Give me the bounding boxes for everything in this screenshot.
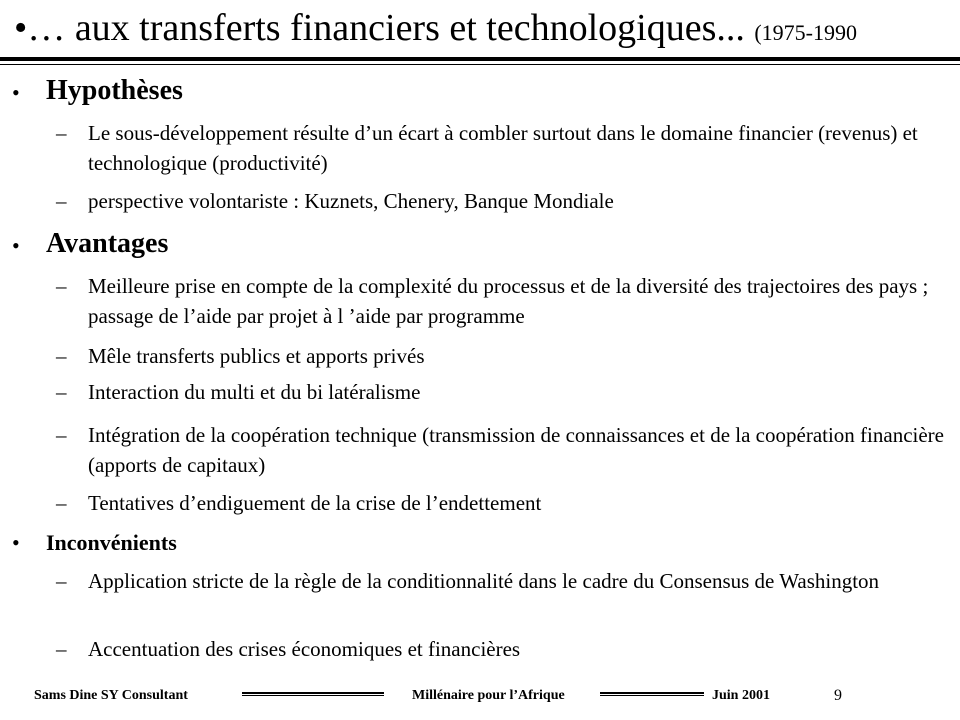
dash-icon: – bbox=[56, 344, 67, 368]
bullet-icon: • bbox=[12, 80, 20, 105]
title-text: … aux transferts financiers et technologiques... bbox=[27, 7, 745, 49]
footer-author: Sams Dine SY Consultant bbox=[34, 688, 188, 703]
dash-icon: – bbox=[56, 121, 67, 145]
list-item-text: Intégration de la coopération technique (transmission de connaissances et de la coopération financière (apports de capitaux) bbox=[88, 423, 944, 477]
bullet-icon: • bbox=[12, 530, 20, 555]
slide-footer bbox=[0, 684, 960, 708]
bullet-icon: • bbox=[12, 233, 20, 258]
footer-divider bbox=[600, 692, 704, 696]
section-heading-text: Avantages bbox=[46, 228, 169, 259]
dash-icon: – bbox=[56, 569, 67, 593]
title-divider-thick bbox=[0, 57, 960, 61]
list-item-text: Mêle transferts publics et apports privés bbox=[88, 344, 425, 368]
footer-event: Millénaire pour l’Afrique bbox=[412, 688, 565, 703]
title-bullet: • bbox=[14, 7, 28, 49]
dash-icon: – bbox=[56, 491, 67, 515]
dash-icon: – bbox=[56, 423, 67, 447]
dash-icon: – bbox=[56, 380, 67, 404]
list-item-text: Application stricte de la règle de la conditionnalité dans le cadre du Consensus de Washington bbox=[88, 569, 880, 593]
section-heading-text: Hypothèses bbox=[46, 75, 183, 106]
list-item-text: Le sous-développement résulte d’un écart à combler surtout dans le domaine financier (revenus) et technologique (productivité) bbox=[88, 121, 918, 175]
footer-date: Juin 2001 bbox=[712, 688, 770, 703]
list-item-text: perspective volontariste : Kuznets, Chenery, Banque Mondiale bbox=[88, 189, 614, 213]
title-date: (1975-1990 bbox=[754, 20, 858, 45]
dash-icon: – bbox=[56, 274, 67, 298]
list-item-text: Tentatives d’endiguement de la crise de l’endettement bbox=[88, 491, 542, 515]
footer-divider bbox=[242, 692, 384, 696]
dash-icon: – bbox=[56, 189, 67, 213]
section-heading-text: Inconvénients bbox=[46, 530, 177, 555]
page-number: 9 bbox=[834, 687, 842, 704]
list-item-text: Interaction du multi et du bi latéralisme bbox=[88, 380, 421, 404]
list-item-text: Meilleure prise en compte de la complexité du processus et de la diversité des trajectoires des pays ; passage de l’aide par projet à l ’aide par programme bbox=[88, 274, 929, 328]
list-item-text: Accentuation des crises économiques et financières bbox=[88, 637, 521, 661]
title-divider-thin bbox=[0, 64, 960, 65]
slide-title bbox=[14, 2, 960, 59]
dash-icon: – bbox=[56, 637, 67, 661]
